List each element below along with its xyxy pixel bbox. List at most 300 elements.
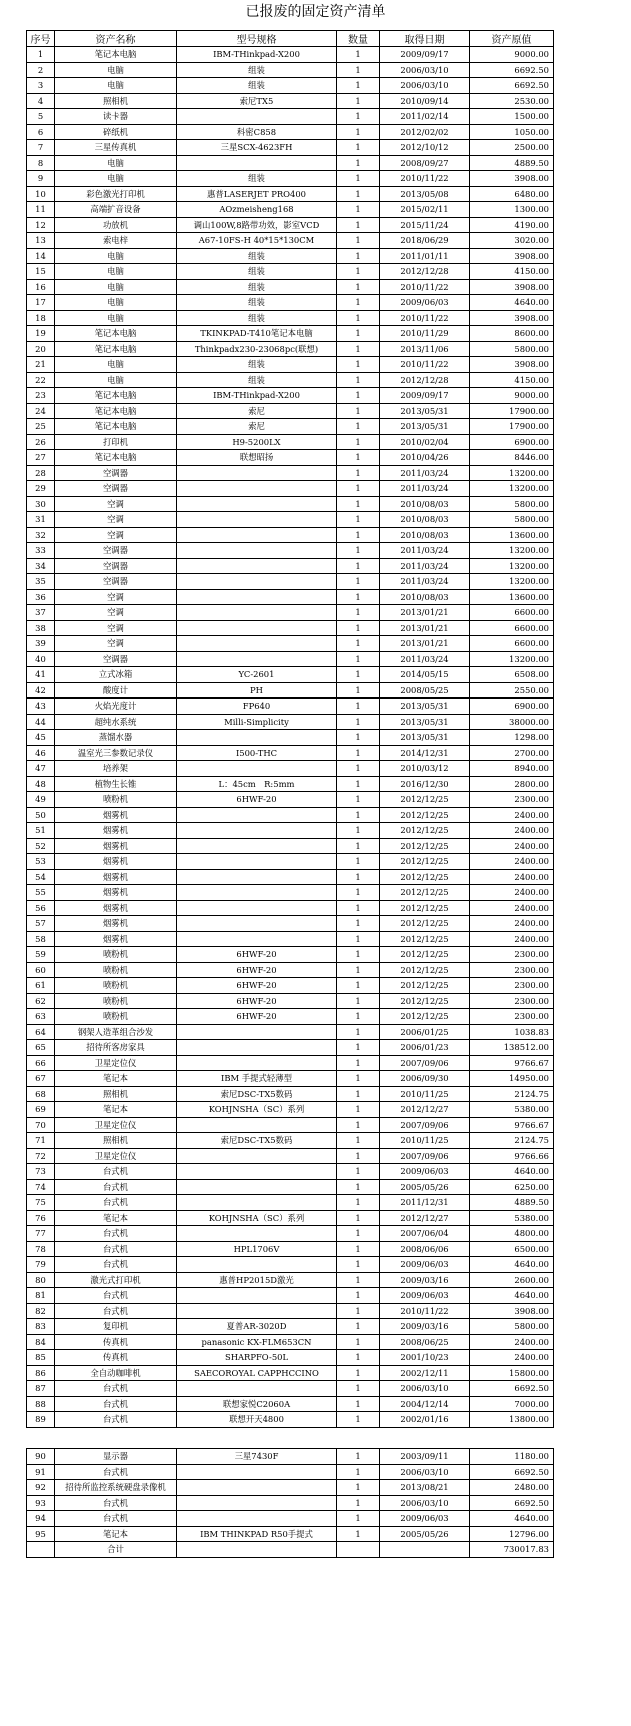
model-spec: 6HWF-20 xyxy=(177,792,337,808)
quantity: 1 xyxy=(337,372,380,388)
asset-name: 笔记本电脑 xyxy=(55,341,177,357)
row-index: 27 xyxy=(27,450,55,466)
asset-name: 照相机 xyxy=(55,1086,177,1102)
acquired-date: 2007/09/06 xyxy=(380,1148,470,1164)
row-index: 63 xyxy=(27,1009,55,1025)
table-row xyxy=(27,1334,554,1350)
acquired-date: 2009/06/03 xyxy=(380,295,470,311)
quantity: 1 xyxy=(337,1495,380,1511)
table-row xyxy=(27,1257,554,1273)
row-index: 75 xyxy=(27,1195,55,1211)
asset-name: 台式机 xyxy=(55,1381,177,1397)
model-spec: 联想开天4800 xyxy=(177,1412,337,1428)
model-spec: TKINKPAD-T410笔记本电脑 xyxy=(177,326,337,342)
asset-name: 台式机 xyxy=(55,1396,177,1412)
row-index: 44 xyxy=(27,714,55,730)
quantity: 1 xyxy=(337,916,380,932)
row-index: 9 xyxy=(27,171,55,187)
asset-name: 空调 xyxy=(55,589,177,605)
original-value: 2480.00 xyxy=(470,1480,554,1496)
quantity: 1 xyxy=(337,1148,380,1164)
quantity: 1 xyxy=(337,140,380,156)
original-value: 9000.00 xyxy=(470,388,554,404)
row-index: 88 xyxy=(27,1396,55,1412)
row-index: 80 xyxy=(27,1272,55,1288)
model-spec xyxy=(177,1117,337,1133)
acquired-date: 2008/05/25 xyxy=(380,682,470,698)
quantity: 1 xyxy=(337,62,380,78)
table-row xyxy=(27,1179,554,1195)
acquired-date: 2010/09/14 xyxy=(380,93,470,109)
table-row xyxy=(27,558,554,574)
model-spec xyxy=(177,1040,337,1056)
asset-table-part-1 xyxy=(26,30,554,698)
original-value: 8940.00 xyxy=(470,761,554,777)
row-index: 14 xyxy=(27,248,55,264)
acquired-date: 2012/12/28 xyxy=(380,372,470,388)
model-spec xyxy=(177,109,337,125)
asset-name: 笔记本电脑 xyxy=(55,388,177,404)
table-row xyxy=(27,388,554,404)
acquired-date: 2010/04/26 xyxy=(380,450,470,466)
model-spec: FP640 xyxy=(177,699,337,715)
model-spec xyxy=(177,651,337,667)
total-row xyxy=(27,1542,554,1558)
original-value: 2400.00 xyxy=(470,885,554,901)
quantity: 1 xyxy=(337,699,380,715)
table-row xyxy=(27,776,554,792)
asset-name: 台式机 xyxy=(55,1179,177,1195)
table-row xyxy=(27,823,554,839)
row-index: 19 xyxy=(27,326,55,342)
acquired-date: 2012/12/25 xyxy=(380,916,470,932)
asset-name: 喷粉机 xyxy=(55,993,177,1009)
acquired-date: 2012/02/02 xyxy=(380,124,470,140)
original-value: 13200.00 xyxy=(470,543,554,559)
original-value: 1038.83 xyxy=(470,1024,554,1040)
model-spec xyxy=(177,1495,337,1511)
model-spec xyxy=(177,823,337,839)
acquired-date: 2013/01/21 xyxy=(380,620,470,636)
original-value: 2300.00 xyxy=(470,978,554,994)
acquired-date: 2016/12/30 xyxy=(380,776,470,792)
original-value: 2400.00 xyxy=(470,869,554,885)
quantity: 1 xyxy=(337,792,380,808)
row-index: 64 xyxy=(27,1024,55,1040)
original-value: 5800.00 xyxy=(470,341,554,357)
table-row xyxy=(27,993,554,1009)
row-index: 7 xyxy=(27,140,55,156)
model-spec: 组装 xyxy=(177,171,337,187)
quantity: 1 xyxy=(337,326,380,342)
table-row xyxy=(27,1071,554,1087)
model-spec: 三星SCX-4623FH xyxy=(177,140,337,156)
acquired-date: 2012/12/25 xyxy=(380,993,470,1009)
row-index: 15 xyxy=(27,264,55,280)
asset-name: 卫星定位仪 xyxy=(55,1117,177,1133)
table-row xyxy=(27,140,554,156)
row-index: 34 xyxy=(27,558,55,574)
asset-name: 喷粉机 xyxy=(55,947,177,963)
model-spec: 调山100W,8路带功效，影室VCD xyxy=(177,217,337,233)
acquired-date: 2012/12/25 xyxy=(380,1009,470,1025)
model-spec: SHARPFO-50L xyxy=(177,1350,337,1366)
acquired-date: 2008/06/25 xyxy=(380,1334,470,1350)
asset-name: 烟雾机 xyxy=(55,823,177,839)
asset-name: 台式机 xyxy=(55,1164,177,1180)
acquired-date: 2012/12/25 xyxy=(380,807,470,823)
original-value: 4800.00 xyxy=(470,1226,554,1242)
acquired-date: 2010/08/03 xyxy=(380,589,470,605)
table-row xyxy=(27,1303,554,1319)
model-spec xyxy=(177,885,337,901)
acquired-date: 2007/06/04 xyxy=(380,1226,470,1242)
table-row xyxy=(27,93,554,109)
original-value: 6692.50 xyxy=(470,62,554,78)
acquired-date: 2013/05/31 xyxy=(380,730,470,746)
model-spec xyxy=(177,730,337,746)
asset-name: 台式机 xyxy=(55,1241,177,1257)
asset-name: 喷粉机 xyxy=(55,962,177,978)
model-spec xyxy=(177,838,337,854)
asset-name: 烟雾机 xyxy=(55,869,177,885)
model-spec: Thinkpadx230-23068pc(联想) xyxy=(177,341,337,357)
row-index: 16 xyxy=(27,279,55,295)
model-spec xyxy=(177,543,337,559)
original-value: 4640.00 xyxy=(470,295,554,311)
row-index: 87 xyxy=(27,1381,55,1397)
table-row xyxy=(27,78,554,94)
quantity: 1 xyxy=(337,310,380,326)
asset-name: 酸度计 xyxy=(55,682,177,698)
table-row xyxy=(27,1365,554,1381)
model-spec: 6HWF-20 xyxy=(177,1009,337,1025)
row-index: 32 xyxy=(27,527,55,543)
asset-name: 电脑 xyxy=(55,279,177,295)
model-spec: 索尼TX5 xyxy=(177,93,337,109)
asset-name: 台式机 xyxy=(55,1511,177,1527)
original-value: 13200.00 xyxy=(470,574,554,590)
table-row xyxy=(27,1102,554,1118)
quantity: 1 xyxy=(337,807,380,823)
header-quantity: 数量 xyxy=(337,31,380,47)
asset-name: 碎纸机 xyxy=(55,124,177,140)
asset-name: 笔记本 xyxy=(55,1210,177,1226)
row-index: 83 xyxy=(27,1319,55,1335)
header-value: 资产原值 xyxy=(470,31,554,47)
original-value: 13200.00 xyxy=(470,481,554,497)
original-value: 2550.00 xyxy=(470,682,554,698)
asset-name: 温室光三参数记录仪 xyxy=(55,745,177,761)
table-row xyxy=(27,916,554,932)
table-row xyxy=(27,450,554,466)
original-value: 9766.67 xyxy=(470,1055,554,1071)
table-row xyxy=(27,931,554,947)
original-value: 138512.00 xyxy=(470,1040,554,1056)
asset-name: 烟雾机 xyxy=(55,885,177,901)
table-row xyxy=(27,217,554,233)
acquired-date: 2011/03/24 xyxy=(380,574,470,590)
model-spec: KOHJNSHA（SC）系列 xyxy=(177,1210,337,1226)
acquired-date: 2009/06/03 xyxy=(380,1288,470,1304)
model-spec: PH xyxy=(177,682,337,698)
table-row xyxy=(27,512,554,528)
quantity: 1 xyxy=(337,1055,380,1071)
table-row xyxy=(27,620,554,636)
asset-name: 空调器 xyxy=(55,481,177,497)
acquired-date: 2011/03/24 xyxy=(380,481,470,497)
quantity: 1 xyxy=(337,109,380,125)
row-index: 68 xyxy=(27,1086,55,1102)
original-value: 2400.00 xyxy=(470,1350,554,1366)
table-row xyxy=(27,1164,554,1180)
quantity: 1 xyxy=(337,434,380,450)
quantity: 1 xyxy=(337,682,380,698)
quantity: 1 xyxy=(337,1449,380,1465)
table-row xyxy=(27,667,554,683)
model-spec xyxy=(177,527,337,543)
table-row xyxy=(27,885,554,901)
acquired-date: 2015/11/24 xyxy=(380,217,470,233)
row-index: 5 xyxy=(27,109,55,125)
original-value: 6600.00 xyxy=(470,620,554,636)
row-index: 42 xyxy=(27,682,55,698)
quantity: 1 xyxy=(337,558,380,574)
model-spec xyxy=(177,1288,337,1304)
model-spec xyxy=(177,807,337,823)
row-index: 38 xyxy=(27,620,55,636)
total-value: 730017.83 xyxy=(470,1542,554,1558)
acquired-date: 2012/12/25 xyxy=(380,962,470,978)
table-row xyxy=(27,1117,554,1133)
quantity: 1 xyxy=(337,155,380,171)
table-row xyxy=(27,403,554,419)
model-spec xyxy=(177,636,337,652)
model-spec: A67-10FS-H 40*15*130CM xyxy=(177,233,337,249)
quantity: 1 xyxy=(337,947,380,963)
table-row xyxy=(27,155,554,171)
model-spec xyxy=(177,1179,337,1195)
asset-name: 烟雾机 xyxy=(55,838,177,854)
row-index: 70 xyxy=(27,1117,55,1133)
table-row xyxy=(27,62,554,78)
asset-name: 笔记本电脑 xyxy=(55,326,177,342)
table-row xyxy=(27,124,554,140)
asset-name: 台式机 xyxy=(55,1226,177,1242)
asset-name: 烟雾机 xyxy=(55,854,177,870)
acquired-date: 2010/03/12 xyxy=(380,761,470,777)
table-row xyxy=(27,1480,554,1496)
row-index: 8 xyxy=(27,155,55,171)
quantity: 1 xyxy=(337,233,380,249)
asset-name: 空调 xyxy=(55,620,177,636)
acquired-date: 2012/12/25 xyxy=(380,885,470,901)
row-index: 39 xyxy=(27,636,55,652)
asset-name: 台式机 xyxy=(55,1303,177,1319)
acquired-date: 2008/09/27 xyxy=(380,155,470,171)
model-spec: 组装 xyxy=(177,78,337,94)
original-value: 4889.50 xyxy=(470,155,554,171)
original-value: 3908.00 xyxy=(470,357,554,373)
quantity: 1 xyxy=(337,1272,380,1288)
row-index: 52 xyxy=(27,838,55,854)
asset-name: 笔记本 xyxy=(55,1526,177,1542)
model-spec: KOHJNSHA（SC）系列 xyxy=(177,1102,337,1118)
model-spec xyxy=(177,900,337,916)
original-value: 13200.00 xyxy=(470,465,554,481)
original-value: 2300.00 xyxy=(470,792,554,808)
quantity: 1 xyxy=(337,419,380,435)
row-index: 2 xyxy=(27,62,55,78)
model-spec xyxy=(177,558,337,574)
table-row xyxy=(27,1511,554,1527)
quantity: 1 xyxy=(337,248,380,264)
quantity: 1 xyxy=(337,481,380,497)
table-row xyxy=(27,1024,554,1040)
model-spec: IBM-THinkpad-X200 xyxy=(177,388,337,404)
acquired-date: 2012/12/25 xyxy=(380,978,470,994)
row-index: 4 xyxy=(27,93,55,109)
model-spec: 夏普AR-3020D xyxy=(177,1319,337,1335)
table-row xyxy=(27,341,554,357)
row-index: 69 xyxy=(27,1102,55,1118)
original-value: 6600.00 xyxy=(470,636,554,652)
model-spec xyxy=(177,1195,337,1211)
original-value: 1298.00 xyxy=(470,730,554,746)
row-index: 13 xyxy=(27,233,55,249)
model-spec xyxy=(177,496,337,512)
asset-name: 超纯水系统 xyxy=(55,714,177,730)
row-index: 50 xyxy=(27,807,55,823)
asset-name: 高端扩音设备 xyxy=(55,202,177,218)
row-index: 6 xyxy=(27,124,55,140)
original-value: 5800.00 xyxy=(470,1319,554,1335)
quantity: 1 xyxy=(337,512,380,528)
table-row xyxy=(27,1241,554,1257)
acquired-date: 2010/11/25 xyxy=(380,1133,470,1149)
acquired-date: 2006/09/30 xyxy=(380,1071,470,1087)
asset-table-part-2 xyxy=(26,698,554,1428)
row-index: 53 xyxy=(27,854,55,870)
quantity: 1 xyxy=(337,838,380,854)
asset-name: 电脑 xyxy=(55,62,177,78)
acquired-date: 2011/03/24 xyxy=(380,543,470,559)
acquired-date: 2006/03/10 xyxy=(380,78,470,94)
original-value: 2530.00 xyxy=(470,93,554,109)
acquired-date: 2011/03/24 xyxy=(380,651,470,667)
original-value: 1300.00 xyxy=(470,202,554,218)
asset-name: 空调 xyxy=(55,512,177,528)
quantity: 1 xyxy=(337,931,380,947)
model-spec xyxy=(177,481,337,497)
original-value: 17900.00 xyxy=(470,403,554,419)
asset-name: 空调器 xyxy=(55,558,177,574)
row-index: 73 xyxy=(27,1164,55,1180)
acquired-date: 2008/06/06 xyxy=(380,1241,470,1257)
acquired-date: 2011/03/24 xyxy=(380,558,470,574)
acquired-date: 2010/08/03 xyxy=(380,512,470,528)
row-index: 40 xyxy=(27,651,55,667)
original-value: 4640.00 xyxy=(470,1511,554,1527)
asset-name: 卫星定位仪 xyxy=(55,1148,177,1164)
row-index: 61 xyxy=(27,978,55,994)
table-row xyxy=(27,792,554,808)
model-spec xyxy=(177,869,337,885)
quantity: 1 xyxy=(337,1303,380,1319)
table-row xyxy=(27,1288,554,1304)
table-row xyxy=(27,233,554,249)
row-index: 31 xyxy=(27,512,55,528)
acquired-date: 2013/05/31 xyxy=(380,714,470,730)
row-index: 33 xyxy=(27,543,55,559)
acquired-date: 2006/03/10 xyxy=(380,1381,470,1397)
row-index: 54 xyxy=(27,869,55,885)
quantity: 1 xyxy=(337,745,380,761)
model-spec xyxy=(177,1148,337,1164)
asset-name: 空调器 xyxy=(55,543,177,559)
original-value: 2400.00 xyxy=(470,838,554,854)
asset-name: 电脑 xyxy=(55,78,177,94)
original-value: 13200.00 xyxy=(470,651,554,667)
quantity: 1 xyxy=(337,543,380,559)
original-value: 8446.00 xyxy=(470,450,554,466)
acquired-date: 2013/05/31 xyxy=(380,699,470,715)
asset-name: 空调 xyxy=(55,527,177,543)
row-index: 71 xyxy=(27,1133,55,1149)
quantity: 1 xyxy=(337,605,380,621)
acquired-date: 2013/11/06 xyxy=(380,341,470,357)
original-value: 38000.00 xyxy=(470,714,554,730)
model-spec xyxy=(177,589,337,605)
acquired-date: 2013/05/31 xyxy=(380,403,470,419)
acquired-date: 2012/12/27 xyxy=(380,1210,470,1226)
table-row xyxy=(27,248,554,264)
model-spec: SAECOROYAL CAPPHCCINO xyxy=(177,1365,337,1381)
row-index: 66 xyxy=(27,1055,55,1071)
row-index: 85 xyxy=(27,1350,55,1366)
table-row xyxy=(27,574,554,590)
original-value: 2600.00 xyxy=(470,1272,554,1288)
asset-name: 空调 xyxy=(55,605,177,621)
table-row xyxy=(27,279,554,295)
asset-name: 激光式打印机 xyxy=(55,1272,177,1288)
quantity: 1 xyxy=(337,1350,380,1366)
original-value: 6692.50 xyxy=(470,78,554,94)
quantity: 1 xyxy=(337,47,380,63)
model-spec: 6HWF-20 xyxy=(177,962,337,978)
asset-name: 火焰光度计 xyxy=(55,699,177,715)
original-value: 6692.50 xyxy=(470,1495,554,1511)
acquired-date: 2012/12/25 xyxy=(380,838,470,854)
quantity: 1 xyxy=(337,1526,380,1542)
quantity: 1 xyxy=(337,496,380,512)
asset-name: 传真机 xyxy=(55,1350,177,1366)
quantity: 1 xyxy=(337,761,380,777)
original-value: 4150.00 xyxy=(470,264,554,280)
model-spec: 惠普HP2015D激光 xyxy=(177,1272,337,1288)
original-value: 5800.00 xyxy=(470,512,554,528)
table-row xyxy=(27,1526,554,1542)
row-index: 94 xyxy=(27,1511,55,1527)
model-spec: 组装 xyxy=(177,372,337,388)
quantity: 1 xyxy=(337,1086,380,1102)
model-spec: 索尼DSC-TX5数码 xyxy=(177,1133,337,1149)
quantity: 1 xyxy=(337,171,380,187)
quantity: 1 xyxy=(337,1009,380,1025)
row-index: 10 xyxy=(27,186,55,202)
model-spec: 组装 xyxy=(177,279,337,295)
model-spec: AOzmeisheng168 xyxy=(177,202,337,218)
